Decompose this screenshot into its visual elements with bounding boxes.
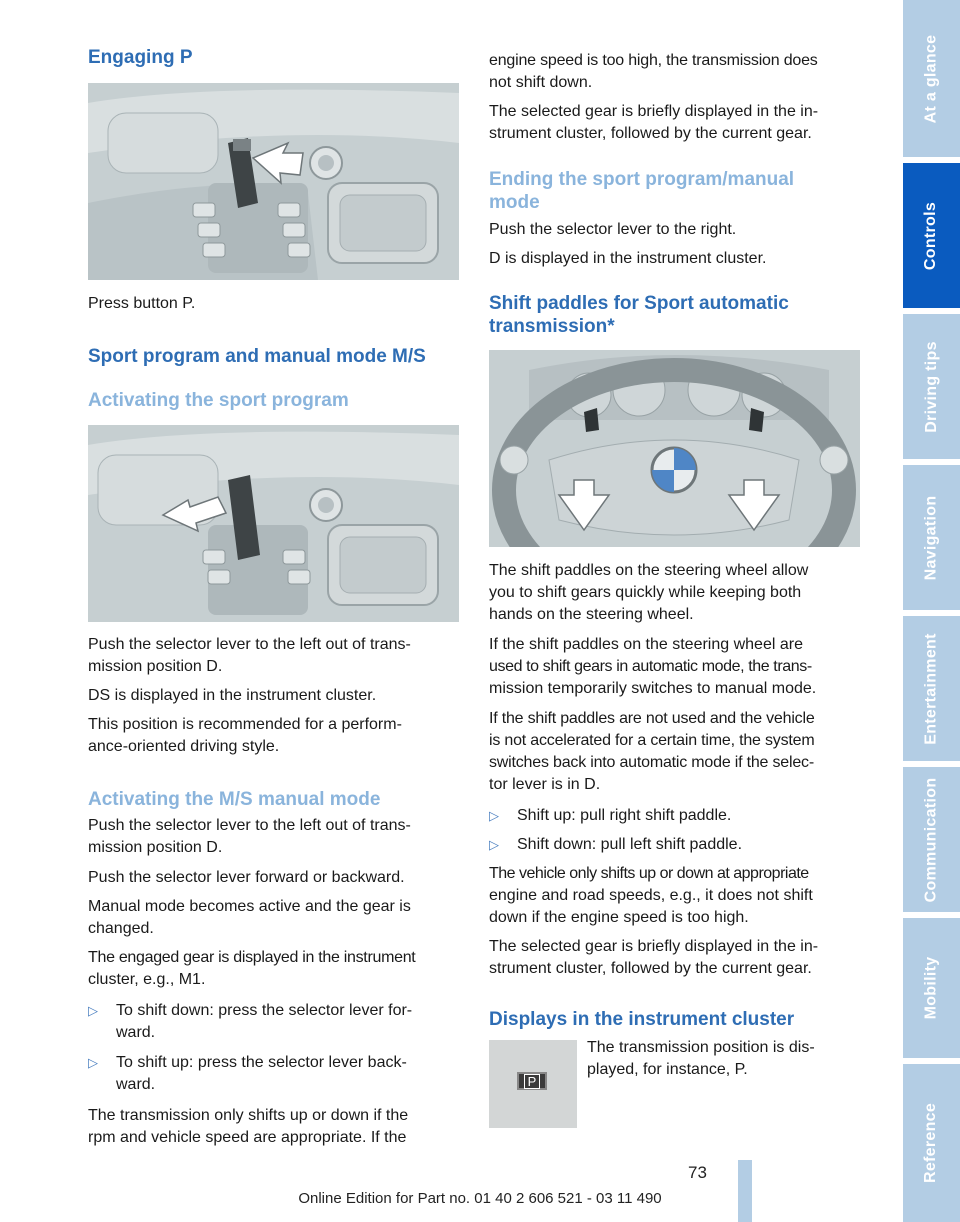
- text-ds-displayed: DS is displayed in the instrument cluster.: [88, 687, 377, 704]
- bullet-text: To shift down: press the selector lever for-: [116, 1002, 413, 1019]
- text-push-left-1b: mission position D.: [88, 658, 223, 675]
- bullet-text: ward.: [116, 1024, 156, 1041]
- text-cont-1: engine speed is too high, the transmission does: [489, 52, 818, 69]
- triangle-bullet-icon: ▷: [489, 837, 499, 852]
- tab-driving-tips[interactable]: [903, 314, 960, 459]
- text-selected2-2: strument cluster, followed by the current gear.: [489, 960, 812, 977]
- tab-label: Entertainment: [922, 632, 940, 745]
- text-only-shifts-2: rpm and vehicle speed are appropriate. If the: [88, 1129, 407, 1146]
- display-letter: P: [524, 1074, 541, 1089]
- tab-controls[interactable]: [903, 163, 960, 308]
- tab-communication[interactable]: [903, 767, 960, 912]
- bullet-shift-up-paddle: [489, 805, 863, 827]
- text-recommended-1: This position is recommended for a perform-: [88, 716, 402, 733]
- text-vehicle-only-3: down if the engine speed is too high.: [489, 909, 749, 926]
- heading-activating-sport: Activating the sport program: [88, 390, 349, 411]
- heading-shift-paddles-2: transmission*: [489, 316, 615, 337]
- triangle-bullet-icon: ▷: [88, 1003, 98, 1018]
- tab-at-a-glance[interactable]: [903, 0, 960, 157]
- text-not-used-1: If the shift paddles are not used and the vehicle: [489, 710, 815, 727]
- instrument-cluster-p-display: [489, 1040, 577, 1128]
- bullet-shift-down-paddle: [489, 834, 863, 856]
- tab-label: Reference: [922, 1102, 940, 1184]
- text-engaged-gear-2: cluster, e.g., M1.: [88, 971, 206, 988]
- photo-steering-wheel: [489, 350, 860, 547]
- bullet-text: Shift down: pull left shift paddle.: [517, 836, 743, 853]
- tab-label: Communication: [922, 777, 940, 902]
- tab-label: Mobility: [922, 956, 940, 1020]
- photo-selector-lever-p: [88, 83, 459, 280]
- text-engaged-gear-1: The engaged gear is displayed in the instrument: [88, 949, 416, 966]
- text-push-left-1: Push the selector lever to the left out of trans-: [88, 636, 411, 653]
- footer-edition: Online Edition for Part no. 01 40 2 606 521 - 03 11 490: [298, 1190, 662, 1207]
- text-if-used-1: If the shift paddles on the steering wheel are: [489, 636, 803, 653]
- tab-label: Controls: [922, 201, 940, 270]
- text-vehicle-only-2: engine and road speeds, e.g., it does not shift: [489, 887, 813, 904]
- text-selected2-1: The selected gear is briefly displayed in the in-: [489, 938, 819, 955]
- bullet-text: To shift up: press the selector lever back-: [116, 1054, 407, 1071]
- heading-ending-2: mode: [489, 192, 540, 213]
- triangle-bullet-icon: ▷: [489, 808, 499, 823]
- tab-navigation[interactable]: [903, 465, 960, 610]
- text-press-button-p: Press button P.: [88, 295, 196, 312]
- tab-label: Driving tips: [922, 340, 940, 433]
- bullet-text: Shift up: pull right shift paddle.: [517, 807, 732, 824]
- text-push-right: Push the selector lever to the right.: [489, 221, 737, 238]
- text-manual-active-2: changed.: [88, 920, 154, 937]
- chapter-sidebar: [903, 0, 960, 1222]
- tab-label: Navigation: [922, 495, 940, 580]
- text-not-used-3: switches back into automatic mode if the selec-: [489, 754, 814, 771]
- heading-engaging-p: Engaging P: [88, 47, 193, 68]
- text-paddles-3: hands on the steering wheel.: [489, 606, 694, 623]
- steering-wheel-illustration: [489, 350, 860, 547]
- heading-displays: Displays in the instrument cluster: [489, 1009, 795, 1030]
- heading-sport-program: Sport program and manual mode M/S: [88, 346, 426, 367]
- tab-label: At a glance: [922, 34, 940, 123]
- heading-shift-paddles-1: Shift paddles for Sport automatic: [489, 293, 789, 314]
- selector-lever-illustration: [88, 83, 459, 280]
- heading-activating-ms: Activating the M/S manual mode: [88, 789, 381, 810]
- text-selected-1: The selected gear is briefly displayed in the in-: [489, 103, 819, 120]
- text-if-used-3: mission temporarily switches to manual mode.: [489, 680, 817, 697]
- bullet-shift-down-selector: [88, 1000, 462, 1044]
- text-push-forward: Push the selector lever forward or backward.: [88, 869, 405, 886]
- text-if-used-2: used to shift gears in automatic mode, the trans-: [489, 658, 812, 675]
- selector-lever-left-illustration: [88, 425, 459, 622]
- text-manual-active-1: Manual mode becomes active and the gear is: [88, 898, 411, 915]
- tab-entertainment[interactable]: [903, 616, 960, 761]
- photo-selector-lever-left: [88, 425, 459, 622]
- p-indicator-icon: [517, 1072, 547, 1090]
- text-vehicle-only-1: The vehicle only shifts up or down at appropriate: [489, 865, 809, 882]
- text-not-used-2: is not accelerated for a certain time, the system: [489, 732, 815, 749]
- text-trans-pos-1: The transmission position is dis-: [587, 1039, 815, 1056]
- text-push-left-2b: mission position D.: [88, 839, 223, 856]
- text-only-shifts-1: The transmission only shifts up or down if the: [88, 1107, 409, 1124]
- triangle-bullet-icon: ▷: [88, 1055, 98, 1070]
- text-not-used-4: tor lever is in D.: [489, 776, 601, 793]
- bullet-shift-up-selector: [88, 1052, 462, 1096]
- text-selected-2: strument cluster, followed by the current gear.: [489, 125, 812, 142]
- text-push-left-2: Push the selector lever to the left out of trans-: [88, 817, 411, 834]
- text-cont-2: not shift down.: [489, 74, 593, 91]
- tab-mobility[interactable]: [903, 918, 960, 1058]
- text-paddles-2: you to shift gears quickly while keeping both: [489, 584, 802, 601]
- heading-ending-1: Ending the sport program/manual: [489, 169, 795, 190]
- bullet-text: ward.: [116, 1076, 156, 1093]
- text-recommended-2: ance-oriented driving style.: [88, 738, 280, 755]
- text-trans-pos-2: played, for instance, P.: [587, 1061, 748, 1078]
- text-d-displayed: D is displayed in the instrument cluster.: [489, 250, 767, 267]
- page-number: 73: [688, 1163, 707, 1182]
- text-paddles-1: The shift paddles on the steering wheel allow: [489, 562, 809, 579]
